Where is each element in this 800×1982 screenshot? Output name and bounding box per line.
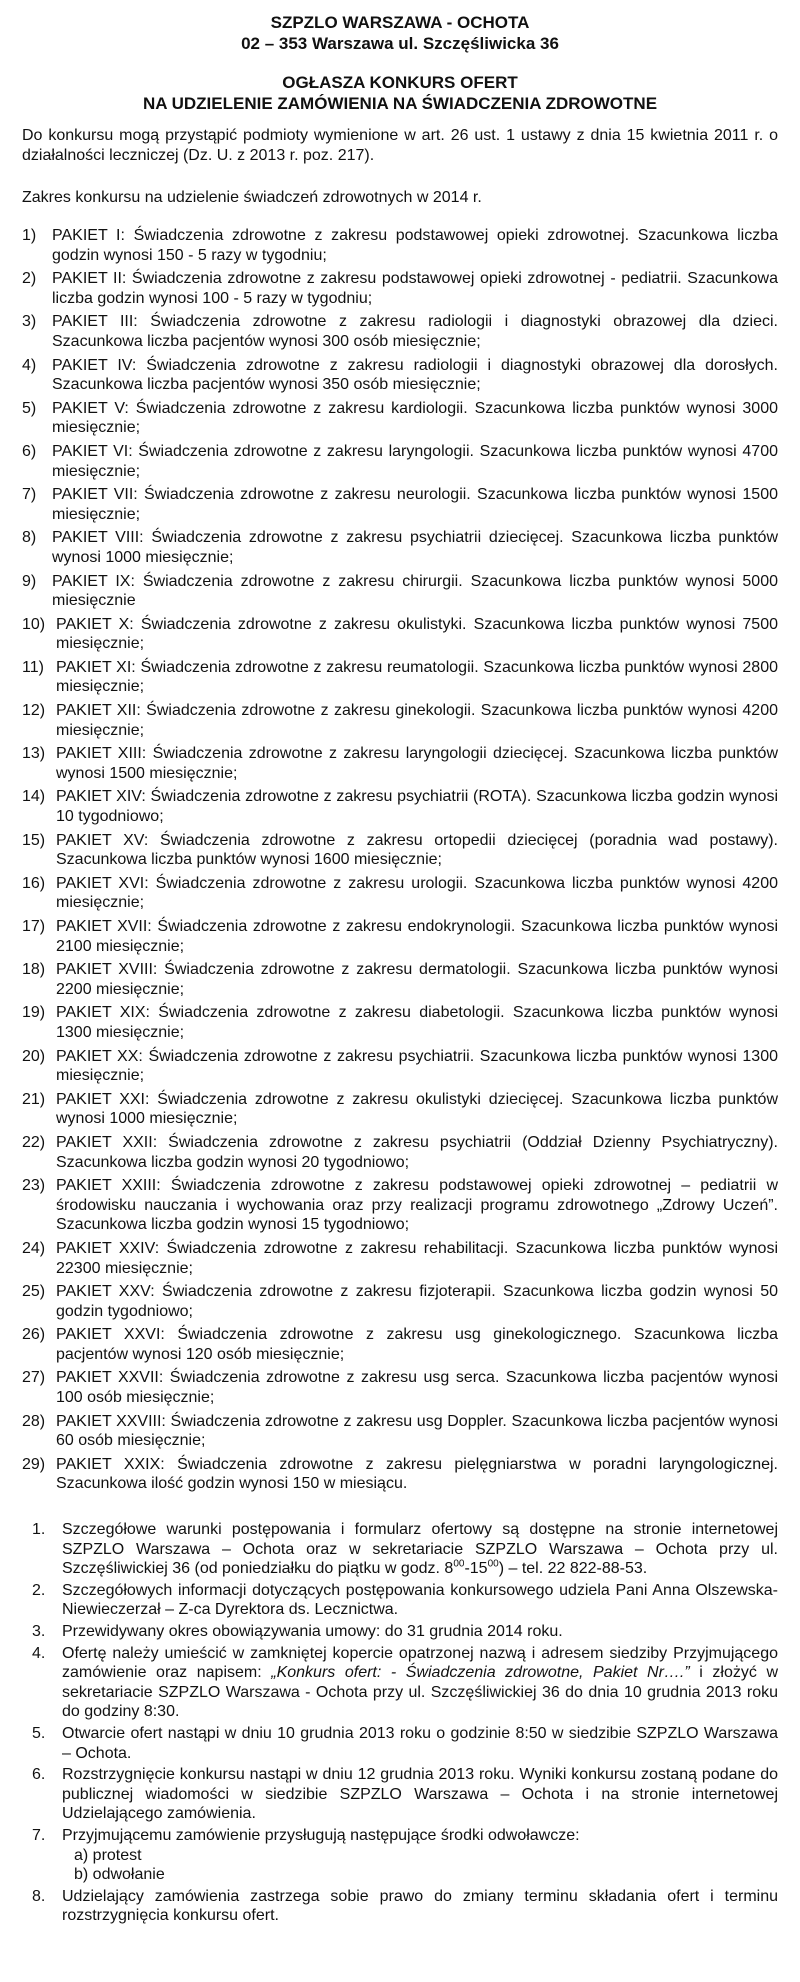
package-number: 20): [22, 1047, 46, 1065]
hour-superscript: 00: [487, 1558, 499, 1570]
package-text: PAKIET XVI: Świadczenia zdrowotne z zakresu urologii. Szacunkowa liczba punktów wynosi 4200 miesięcznie;: [56, 874, 778, 912]
package-number: 26): [22, 1326, 46, 1344]
package-item: [22, 442, 778, 481]
intro-paragraph: Do konkursu mogą przystąpić podmioty wymienione w art. 26 ust. 1 ustawy z dnia 15 kwietnia 2011 r. o działalności leczniczej (Dz. U. z 2013 r. poz. 217).: [22, 127, 778, 164]
condition-item: [22, 1887, 778, 1926]
package-text: PAKIET XXIII: Świadczenia zdrowotne z zakresu podstawowej opieki zdrowotnej – pediatrii w środowisku nauczania i wychowania oraz przy realizacji programu zdrowotnego „Zdrowy Uczeń”. Szacunkowa liczba godzin wynosi 15 tygodniowo;: [56, 1177, 778, 1234]
package-number: 29): [22, 1455, 46, 1473]
package-item: [22, 1003, 778, 1042]
envelope-label: „Konkurs ofert: - Świadczenia zdrowotne, Pakiet Nr….”: [271, 1664, 690, 1682]
announcement-title: [22, 72, 778, 114]
package-text: PAKIET XXV: Świadczenia zdrowotne z zakresu fizjoterapii. Szacunkowa liczba godzin wynosi 50 godzin tygodniowo;: [56, 1283, 778, 1320]
package-item: [22, 1047, 778, 1086]
condition-number: 4.: [32, 1644, 46, 1662]
condition-text: Przewidywany okres obowiązywania umowy: do 31 grudnia 2014 roku.: [62, 1623, 563, 1640]
condition-text-part: -15: [464, 1560, 488, 1578]
package-text: PAKIET II: Świadczenia zdrowotne z zakresu podstawowej opieki zdrowotnej - pediatrii. Szacunkowa liczba godzin wynosi 100 - 5 razy w tygodniu;: [52, 270, 778, 307]
condition-text-part: ) – tel. 22 822-88-53.: [498, 1560, 648, 1578]
package-number: 24): [22, 1239, 46, 1257]
package-item: [22, 917, 778, 956]
package-item: [22, 1325, 778, 1364]
package-text: PAKIET XXI: Świadczenia zdrowotne z zakresu okulistyki dziecięcej. Szacunkowa liczba punktów wynosi 1000 miesięcznie;: [56, 1090, 778, 1128]
package-item: [22, 528, 778, 567]
package-text: PAKIET XX: Świadczenia zdrowotne z zakresu psychiatrii. Szacunkowa liczba punktów wynosi 1300 miesięcznie;: [56, 1047, 778, 1085]
package-number: 11): [22, 658, 44, 676]
condition-text: Otwarcie ofert nastąpi w dniu 10 grudnia 2013 roku o godzinie 8:50 w siedzibie SZPZLO Warszawa – Ochota.: [62, 1724, 778, 1762]
remedies-list: [62, 1846, 778, 1885]
package-text: PAKIET XXIX: Świadczenia zdrowotne z zakresu pielęgniarstwa w poradni laryngologicznej. Szacunkowa ilość godzin wynosi 150 w miesiącu.: [56, 1455, 778, 1493]
package-number: 22): [22, 1133, 46, 1151]
package-number: 10): [22, 615, 46, 633]
package-list: [22, 226, 778, 1494]
package-number: 7): [22, 486, 37, 504]
condition-number: 5.: [32, 1724, 46, 1742]
package-item: [22, 485, 778, 524]
package-text: PAKIET XXIV: Świadczenia zdrowotne z zakresu rehabilitacji. Szacunkowa liczba punktów wynosi 22300 miesięcznie;: [56, 1239, 778, 1277]
package-text: PAKIET III: Świadczenia zdrowotne z zakresu radiologii i diagnostyki obrazowej dla dzieci. Szacunkowa liczba pacjentów wynosi 300 osób miesięcznie;: [52, 313, 778, 350]
package-number: 17): [22, 918, 46, 935]
package-text: PAKIET I: Świadczenia zdrowotne z zakresu podstawowej opieki zdrowotnej. Szacunkowa liczba godzin wynosi 150 - 5 razy w tygodniu;: [52, 227, 778, 264]
condition-text: Udzielający zamówienia zastrzega sobie prawo do zmiany terminu składania ofert i terminu rozstrzygnięcia konkursu ofert.: [62, 1887, 778, 1925]
package-item: [22, 787, 778, 826]
package-number: 6): [22, 442, 37, 460]
package-number: 14): [22, 788, 46, 806]
remedy-protest: a) protest: [74, 1846, 142, 1864]
scope-paragraph: Zakres konkursu na udzielenie świadczeń zdrowotnych w 2014 r.: [22, 189, 482, 206]
package-item: [22, 226, 778, 265]
package-number: 8): [22, 529, 37, 547]
package-item: [22, 744, 778, 783]
package-item: [22, 399, 778, 438]
condition-text-part: Ofertę należy umieścić w zamkniętej kopercie opatrzonej nazwą i adresem siedziby Przyjmującego zamówienie oraz napisem:: [62, 1644, 778, 1682]
package-number: 21): [22, 1090, 46, 1108]
condition-item: [22, 1724, 778, 1763]
package-item: [22, 1455, 778, 1494]
package-item: [22, 312, 778, 351]
package-item: [22, 874, 778, 913]
package-number: 15): [22, 831, 46, 849]
package-number: 19): [22, 1004, 46, 1022]
condition-item: [22, 1520, 778, 1579]
condition-item: [22, 1622, 778, 1642]
package-item: [22, 1133, 778, 1172]
package-item: [22, 1239, 778, 1278]
package-text: PAKIET X: Świadczenia zdrowotne z zakresu okulistyki. Szacunkowa liczba punktów wynosi 7500 miesięcznie;: [56, 615, 778, 653]
condition-number: 3.: [32, 1623, 46, 1640]
package-text: PAKIET XV: Świadczenia zdrowotne z zakresu ortopedii dziecięcej (poradnia wad postawy). Szacunkowa liczba punktów wynosi 1600 miesięcznie;: [56, 831, 778, 869]
package-number: 4): [22, 356, 37, 374]
condition-text-part: i złożyć w sekretariacie SZPZLO Warszawa - Ochota przy ul. Szczęśliwickiej 36 do dnia 10 grudnia 2013 roku do godziny 8:30.: [62, 1664, 778, 1721]
package-number: 27): [22, 1369, 46, 1387]
package-item: [22, 831, 778, 870]
package-number: 16): [22, 874, 46, 892]
package-text: PAKIET XXII: Świadczenia zdrowotne z zakresu psychiatrii (Oddział Dzienny Psychiatryczny). Szacunkowa liczba godzin wynosi 20 tygodniowo;: [56, 1133, 778, 1171]
package-item: [22, 572, 778, 611]
package-item: [22, 615, 778, 654]
org-name: SZPZLO WARSZAWA - OCHOTA: [270, 13, 530, 32]
condition-number: 7.: [32, 1826, 46, 1844]
package-number: 18): [22, 961, 46, 979]
conditions-list: [22, 1520, 778, 1926]
package-text: PAKIET XIX: Świadczenia zdrowotne z zakresu diabetologii. Szacunkowa liczba punktów wynosi 1300 miesięcznie;: [56, 1004, 778, 1041]
package-text: PAKIET V: Świadczenia zdrowotne z zakresu kardiologii. Szacunkowa liczba punktów wynosi 3000 miesięcznie;: [52, 399, 778, 437]
package-number: 23): [22, 1177, 46, 1195]
condition-text-part: Przyjmującemu zamówienie przysługują następujące środki odwoławcze:: [62, 1826, 580, 1844]
condition-item: [22, 1644, 778, 1722]
package-item: [22, 356, 778, 395]
package-text: PAKIET XXVIII: Świadczenia zdrowotne z zakresu usg Doppler. Szacunkowa liczba pacjentów wynosi 60 osób miesięcznie;: [56, 1412, 778, 1450]
package-item: [22, 1412, 778, 1451]
package-item: [22, 960, 778, 999]
package-text: PAKIET VII: Świadczenia zdrowotne z zakresu neurologii. Szacunkowa liczba punktów wynosi 1500 miesięcznie;: [52, 486, 778, 523]
package-item: [22, 269, 778, 308]
package-text: PAKIET XVIII: Świadczenia zdrowotne z zakresu dermatologii. Szacunkowa liczba punktów wynosi 2200 miesięcznie;: [56, 961, 778, 998]
package-number: 28): [22, 1412, 46, 1430]
package-item: [22, 1090, 778, 1129]
package-number: 2): [22, 270, 37, 288]
package-text: PAKIET XXVI: Świadczenia zdrowotne z zakresu usg ginekologicznego. Szacunkowa liczba pacjentów wynosi 120 osób miesięcznie;: [56, 1326, 778, 1363]
hour-superscript: 00: [453, 1558, 465, 1570]
remedy-appeal: b) odwołanie: [74, 1866, 165, 1884]
title-line-2: NA UDZIELENIE ZAMÓWIENIA NA ŚWIADCZENIA ZDROWOTNE: [142, 94, 658, 113]
org-address: 02 – 353 Warszawa ul. Szczęśliwicka 36: [241, 34, 559, 53]
package-item: [22, 701, 778, 740]
package-text: PAKIET IX: Świadczenia zdrowotne z zakresu chirurgii. Szacunkowa liczba punktów wynosi 5000 miesięcznie: [52, 572, 778, 610]
package-item: [22, 1368, 778, 1407]
condition-text: [62, 1520, 778, 1579]
package-text: PAKIET XIII: Świadczenia zdrowotne z zakresu laryngologii dziecięcej. Szacunkowa liczba punktów wynosi 1500 miesięcznie;: [56, 745, 778, 782]
condition-text: [62, 1644, 778, 1722]
package-item: [22, 1282, 778, 1321]
package-number: 5): [22, 399, 37, 417]
title-line-1: OGŁASZA KONKURS OFERT: [282, 73, 518, 92]
condition-text-part: Szczegółowe warunki postępowania i formularz ofertowy są dostępne na stronie internetowej SZPZLO Warszawa – Ochota oraz w sekretariacie SZPZLO Warszawa – Ochota przy ul. Szczęśliwickiej 36 (od poniedziałku do piątku w godz. 8: [62, 1521, 778, 1578]
condition-item: [22, 1826, 778, 1885]
condition-text: Szczegółowych informacji dotyczących postępowania konkursowego udziela Pani Anna Olszewska-Niewieczerzał – Z-ca Dyrektora ds. Lecznictwa.: [62, 1581, 778, 1619]
package-number: 9): [22, 572, 37, 590]
condition-item: [22, 1581, 778, 1620]
condition-number: 1.: [32, 1521, 46, 1539]
condition-number: 2.: [32, 1581, 46, 1599]
package-number: 13): [22, 745, 46, 763]
condition-number: 8.: [32, 1887, 46, 1905]
package-text: PAKIET VIII: Świadczenia zdrowotne z zakresu psychiatrii dziecięcej. Szacunkowa liczba punktów wynosi 1000 miesięcznie;: [52, 529, 778, 566]
package-item: [22, 658, 778, 697]
package-text: PAKIET XXVII: Świadczenia zdrowotne z zakresu usg serca. Szacunkowa liczba pacjentów wynosi 100 osób miesięcznie;: [56, 1369, 778, 1407]
package-number: 1): [22, 227, 37, 244]
package-text: PAKIET XVII: Świadczenia zdrowotne z zakresu endokrynologii. Szacunkowa liczba punktów wynosi 2100 miesięcznie;: [56, 918, 778, 955]
package-text: PAKIET XIV: Świadczenia zdrowotne z zakresu psychiatrii (ROTA). Szacunkowa liczba godzin wynosi 10 tygodniowo;: [56, 788, 778, 826]
package-text: PAKIET XI: Świadczenia zdrowotne z zakresu reumatologii. Szacunkowa liczba punktów wynosi 2800 miesięcznie;: [56, 658, 778, 696]
condition-text: [62, 1826, 778, 1885]
condition-number: 6.: [32, 1766, 46, 1784]
package-number: 25): [22, 1283, 46, 1301]
package-text: PAKIET IV: Świadczenia zdrowotne z zakresu radiologii i diagnostyki obrazowej dla dorosłych. Szacunkowa liczba pacjentów wynosi 350 osób miesięcznie;: [52, 356, 778, 394]
package-number: 12): [22, 702, 46, 720]
condition-text: Rozstrzygnięcie konkursu nastąpi w dniu 12 grudnia 2013 roku. Wyniki konkursu zostaną podane do publicznej wiadomości w siedzibie SZPZLO Warszawa – Ochota i na stronie internetowej Udzielającego zamówienia.: [62, 1766, 778, 1823]
condition-item: [22, 1765, 778, 1824]
package-text: PAKIET XII: Świadczenia zdrowotne z zakresu ginekologii. Szacunkowa liczba punktów wynosi 4200 miesięcznie;: [56, 702, 778, 739]
package-number: 3): [22, 313, 37, 331]
package-text: PAKIET VI: Świadczenia zdrowotne z zakresu laryngologii. Szacunkowa liczba punktów wynosi 4700 miesięcznie;: [52, 442, 778, 480]
package-item: [22, 1176, 778, 1235]
